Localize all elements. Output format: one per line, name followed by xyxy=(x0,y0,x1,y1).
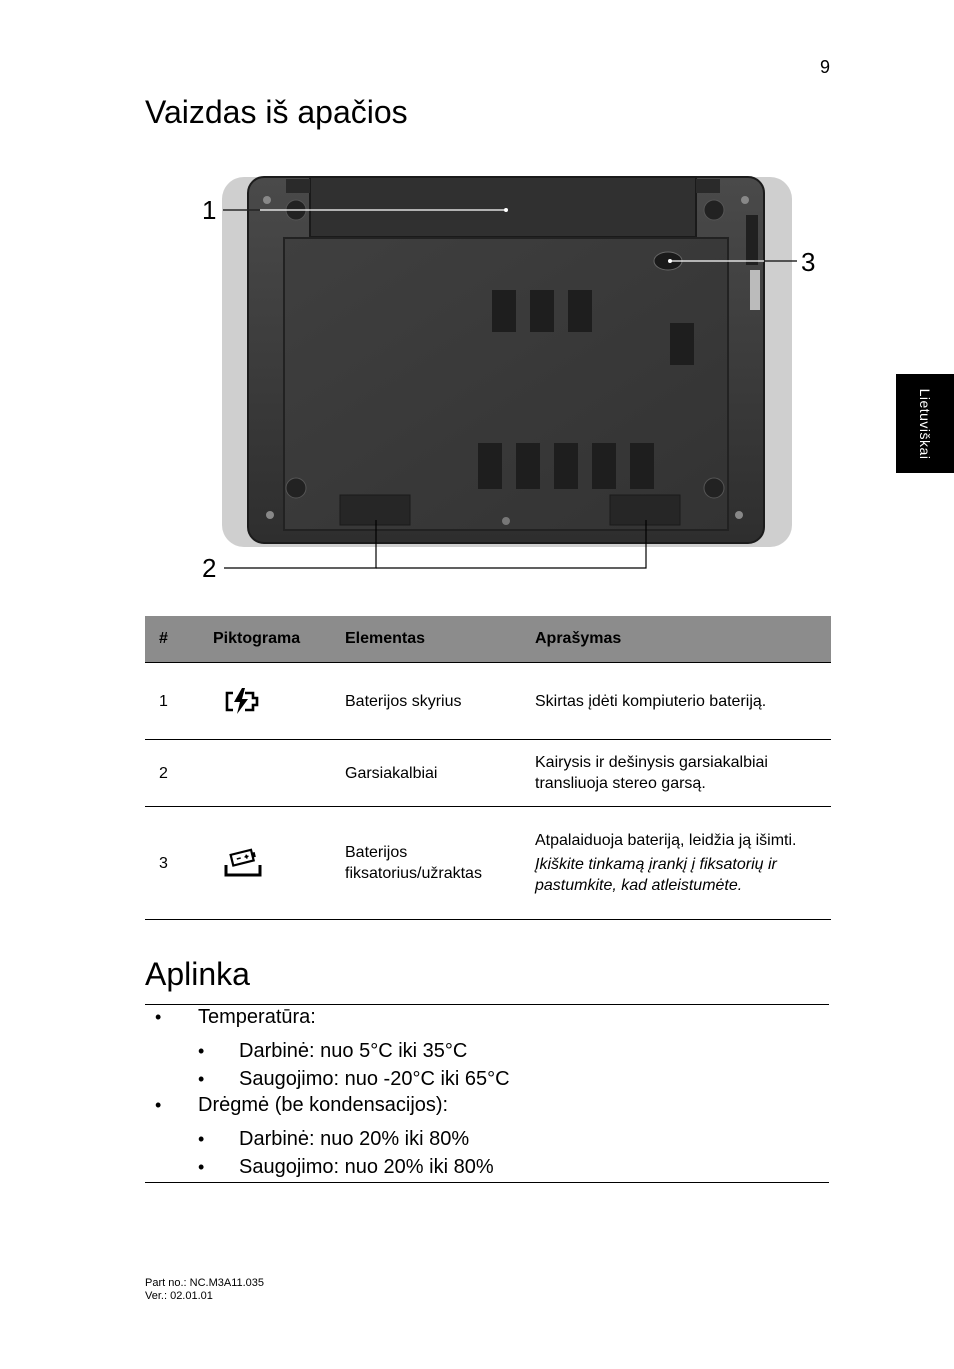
row-description-cell xyxy=(521,807,831,920)
side-tab-label: Lietuviškai xyxy=(917,388,933,459)
language-side-tab xyxy=(896,374,954,473)
row-description: Atpalaiduoja bateriją, leidžia ją išimti. xyxy=(535,832,797,849)
list-item-label: Drėgmė (be kondensacijos): xyxy=(198,1094,449,1116)
header-item: Elementas xyxy=(331,616,521,663)
bullet: • xyxy=(198,1129,205,1149)
section-title-environment: Aplinka xyxy=(145,956,250,992)
list-subitem xyxy=(145,1065,829,1093)
row-icon-cell xyxy=(199,740,331,807)
header-icon: Piktograma xyxy=(199,616,331,663)
bullet: • xyxy=(155,1095,162,1115)
list-item xyxy=(145,1093,829,1125)
bullet: • xyxy=(155,1007,162,1027)
table-row xyxy=(145,807,831,920)
speaker-right xyxy=(610,495,680,525)
row-item: Baterijos skyrius xyxy=(331,663,521,740)
row-description-note: Įkiškite tinkamą įrankį į fiksatorių ir pastumkite, kad atleistumėte. xyxy=(535,856,777,894)
row-number: 2 xyxy=(145,740,199,807)
bullet: • xyxy=(198,1069,205,1089)
header-number: # xyxy=(145,616,199,663)
page-number: 9 xyxy=(819,57,830,77)
row-icon-cell xyxy=(199,807,331,920)
part-number: Part no.: NC.M3A11.035 xyxy=(145,1277,265,1289)
section-title-bottom-view: Vaizdas iš apačios xyxy=(145,94,408,130)
row-description: Kairysis ir dešinysis garsiakalbiai transliuoja stereo garsą. xyxy=(521,740,831,807)
laptop-bottom-illustration xyxy=(190,165,830,585)
list-subitem xyxy=(145,1153,829,1181)
battery-release-latch-icon xyxy=(223,847,263,879)
footer xyxy=(145,1277,264,1303)
row-item: Baterijos fiksatorius/užraktas xyxy=(331,807,521,920)
list-subitem xyxy=(145,1125,829,1153)
bullet: • xyxy=(198,1041,205,1061)
callout-1: 1 xyxy=(202,195,217,225)
list-subitem-label: Darbinė: nuo 20% iki 80% xyxy=(239,1128,470,1150)
laptop-bottom-figure xyxy=(190,165,830,585)
header-description: Aprašymas xyxy=(521,616,831,663)
components-table xyxy=(145,616,831,920)
list-subitem-label: Saugojimo: nuo -20°C iki 65°C xyxy=(239,1068,510,1090)
list-item xyxy=(145,1005,829,1037)
battery-pack xyxy=(310,177,696,237)
speaker-left xyxy=(340,495,410,525)
list-subitem xyxy=(145,1037,829,1065)
row-icon-cell xyxy=(199,663,331,740)
environment-list xyxy=(145,1005,829,1181)
row-description: Skirtas įdėti kompiuterio bateriją. xyxy=(521,663,831,740)
list-item-label: Temperatūra: xyxy=(198,1006,316,1028)
list-subitem-label: Saugojimo: nuo 20% iki 80% xyxy=(239,1156,494,1178)
battery-bay-icon xyxy=(223,686,263,716)
table-row xyxy=(145,740,831,807)
list-subitem-label: Darbinė: nuo 5°C iki 35°C xyxy=(239,1040,468,1062)
row-number: 3 xyxy=(145,807,199,920)
table-header-row xyxy=(145,616,831,663)
bottom-cover-panel xyxy=(284,238,728,530)
row-number: 1 xyxy=(145,663,199,740)
bullet: • xyxy=(198,1157,205,1177)
version: Ver.: 02.01.01 xyxy=(145,1290,213,1302)
callout-2: 2 xyxy=(202,553,217,583)
callout-3: 3 xyxy=(801,247,816,277)
divider-bottom xyxy=(145,1182,829,1183)
table-row xyxy=(145,663,831,740)
row-item: Garsiakalbiai xyxy=(331,740,521,807)
